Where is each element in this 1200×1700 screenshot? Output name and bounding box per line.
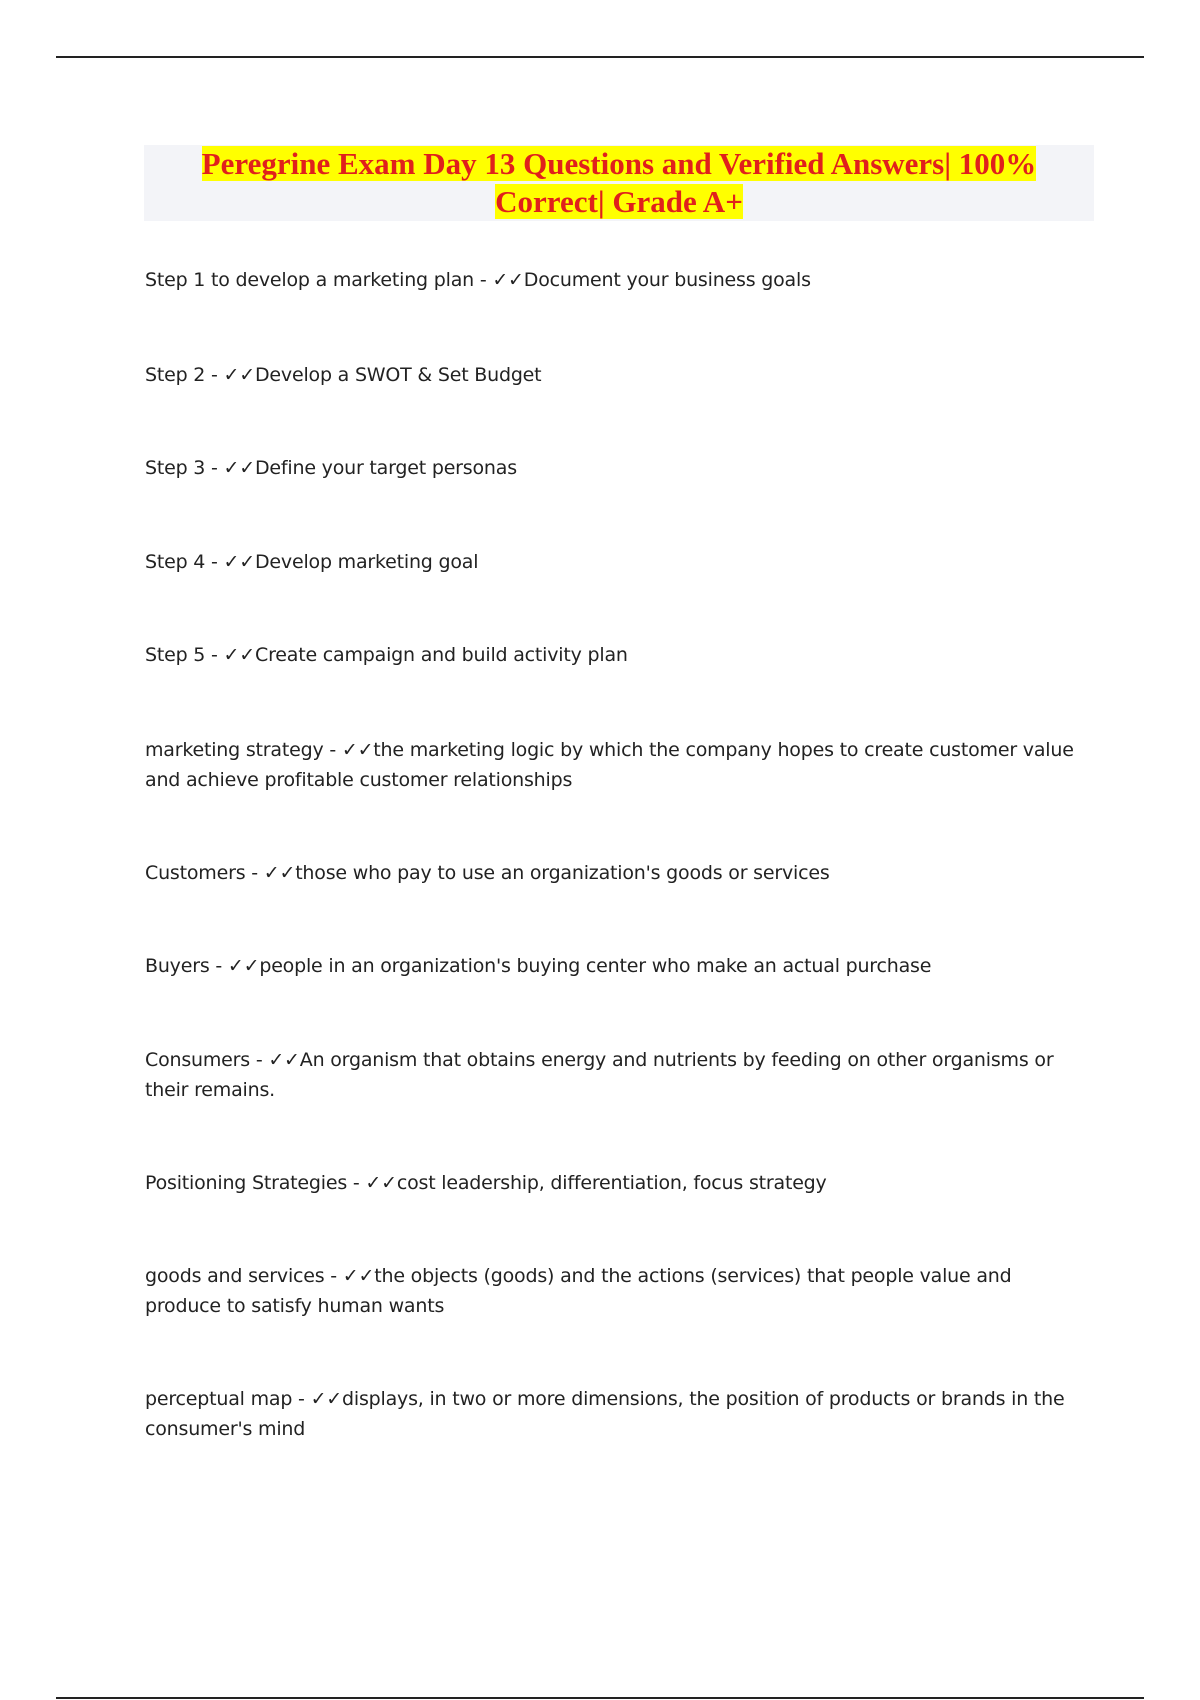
qa-entry: [145, 858, 1090, 888]
title-line-2: Correct| Grade A+: [495, 184, 743, 219]
qa-separator: -: [245, 862, 264, 884]
double-check-icon: ✓✓: [342, 1265, 375, 1287]
bottom-rule: [56, 1697, 1144, 1699]
qa-answer: Develop a SWOT & Set Budget: [255, 364, 542, 386]
qa-answer: people in an organization's buying center who make an actual purchase: [259, 955, 932, 977]
qa-answer: Develop marketing goal: [255, 551, 479, 573]
title-line-1: Peregrine Exam Day 13 Questions and Verified Answers| 100%: [201, 146, 1037, 181]
qa-entry: [145, 1261, 1090, 1321]
qa-entry: [145, 1384, 1090, 1444]
qa-answer: displays, in two or more dimensions, the position of products or brands in the consumer's mind: [145, 1388, 1065, 1440]
top-rule: [56, 56, 1144, 58]
double-check-icon: ✓✓: [223, 551, 255, 573]
qa-entry: [145, 360, 1090, 390]
qa-separator: -: [473, 269, 493, 291]
qa-answer: An organism that obtains energy and nutrients by feeding on other organisms or their remains.: [145, 1049, 1054, 1101]
double-check-icon: ✓✓: [223, 457, 255, 479]
qa-entry: [145, 265, 1090, 295]
qa-entry: [145, 1045, 1090, 1105]
qa-term: Customers: [145, 862, 246, 884]
qa-separator: -: [209, 955, 228, 977]
qa-answer: Define your target personas: [255, 457, 517, 479]
qa-term: goods and services: [145, 1265, 325, 1287]
qa-answer: Create campaign and build activity plan: [255, 644, 628, 666]
qa-entry: [145, 547, 1090, 577]
qa-separator: -: [249, 1049, 269, 1071]
qa-entry: [145, 640, 1090, 670]
qa-term: Step 1 to develop a marketing plan: [145, 269, 474, 291]
double-check-icon: ✓✓: [268, 1049, 300, 1071]
qa-answer: those who pay to use an organization's goods or services: [295, 862, 830, 884]
double-check-icon: ✓✓: [227, 955, 260, 977]
qa-answer: the objects (goods) and the actions (services) that people value and produce to satisfy human wants: [145, 1265, 1012, 1317]
double-check-icon: ✓✓: [365, 1172, 397, 1194]
qa-term: Step 3: [145, 457, 206, 479]
qa-term: Buyers: [145, 955, 210, 977]
qa-separator: -: [292, 1388, 311, 1410]
qa-separator: -: [347, 1172, 366, 1194]
double-check-icon: ✓✓: [223, 364, 255, 386]
qa-separator: -: [205, 457, 224, 479]
qa-separator: -: [205, 551, 224, 573]
qa-answer: the marketing logic by which the company hopes to create customer value and achieve profitable customer relationships: [145, 739, 1074, 791]
double-check-icon: ✓✓: [223, 644, 255, 666]
double-check-icon: ✓✓: [310, 1388, 343, 1410]
qa-separator: -: [205, 364, 224, 386]
qa-term: Step 4: [145, 551, 206, 573]
document-title: [144, 145, 1094, 221]
double-check-icon: ✓✓: [492, 269, 524, 291]
qa-separator: -: [205, 644, 224, 666]
qa-answer: cost leadership, differentiation, focus strategy: [396, 1172, 827, 1194]
qa-separator: -: [324, 1265, 343, 1287]
qa-term: Step 5: [145, 644, 206, 666]
qa-term: perceptual map: [145, 1388, 293, 1410]
qa-entry: [145, 1168, 1090, 1198]
qa-entry: [145, 735, 1090, 795]
qa-term: marketing strategy: [145, 739, 324, 761]
qa-term: Step 2: [145, 364, 206, 386]
double-check-icon: ✓✓: [263, 862, 296, 884]
qa-entry: [145, 951, 1090, 981]
qa-separator: -: [323, 739, 342, 761]
qa-term: Positioning Strategies: [145, 1172, 348, 1194]
double-check-icon: ✓✓: [341, 739, 374, 761]
qa-term: Consumers: [145, 1049, 250, 1071]
qa-answer: Document your business goals: [523, 269, 811, 291]
qa-entry: [145, 453, 1090, 483]
